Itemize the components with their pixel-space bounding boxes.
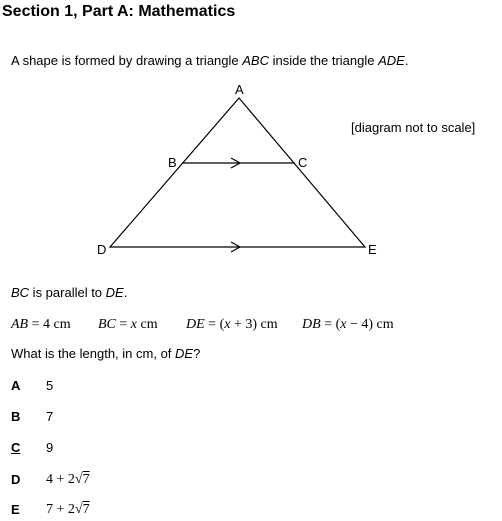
equation-bc-unit: cm: [137, 317, 158, 332]
vertex-label-a: A: [235, 82, 244, 97]
equation-de: [186, 316, 278, 333]
equation-ab-name: AB: [11, 317, 29, 332]
equation-de-open: (: [219, 317, 225, 332]
equation-ab-unit: cm: [50, 317, 71, 332]
equation-db-var: x: [340, 317, 347, 332]
option-e-letter[interactable]: E: [11, 502, 20, 517]
triangle-ade-label: ADE: [378, 53, 405, 68]
segment-de-label: DE: [105, 285, 124, 300]
triangle-diagram: [85, 80, 385, 270]
vertex-label-c: C: [298, 155, 308, 170]
option-c-value[interactable]: 9: [46, 440, 54, 455]
option-c-letter[interactable]: C: [11, 440, 21, 455]
parallel-end: .: [123, 285, 128, 300]
equation-db-unit: cm: [373, 317, 394, 332]
option-d-radicand: 7: [82, 472, 90, 487]
intro-suffix: .: [404, 53, 409, 68]
question-text: [11, 346, 200, 361]
equation-db-num: 4: [361, 317, 369, 332]
segment-bc-label: BC: [11, 285, 30, 300]
option-e-radicand: 7: [82, 502, 90, 517]
equation-ab: [11, 316, 71, 333]
equation-de-close: ): [252, 317, 258, 332]
equation-bc-value: x: [130, 317, 138, 332]
equation-db-open: (: [335, 317, 341, 332]
problem-intro: [11, 53, 408, 68]
option-d-lead: 4 + 2: [46, 472, 75, 487]
option-e-value[interactable]: [46, 502, 90, 518]
option-d-letter[interactable]: D: [11, 472, 21, 487]
option-e-lead: 7 + 2: [46, 502, 75, 517]
equation-de-equals: =: [204, 317, 220, 332]
parallel-statement: [11, 285, 127, 300]
section-heading: Section 1, Part A: Mathematics: [2, 3, 236, 20]
equation-db-equals: =: [320, 317, 336, 332]
option-b-letter[interactable]: B: [11, 409, 21, 424]
equation-bc-name: BC: [98, 317, 116, 332]
equation-ab-equals: =: [28, 317, 44, 332]
triangle-abc-label: ABC: [242, 53, 269, 68]
question-target: DE: [175, 346, 194, 361]
equation-ab-value: 4: [43, 317, 51, 332]
vertex-label-b: B: [168, 155, 177, 170]
equation-bc-equals: =: [115, 317, 131, 332]
equation-de-op: +: [230, 317, 246, 332]
equation-db-op: −: [346, 317, 362, 332]
option-b-value[interactable]: 7: [46, 409, 54, 424]
intro-middle: inside the triangle: [268, 53, 379, 68]
equation-de-var: x: [224, 317, 231, 332]
equation-db-close: ): [368, 317, 374, 332]
vertex-label-e: E: [368, 242, 377, 257]
equation-db-name: DB: [302, 317, 321, 332]
parallel-text: is parallel to: [29, 285, 106, 300]
triangle-ade: [110, 98, 365, 247]
question-prefix: What is the length, in cm, of: [11, 346, 176, 361]
radical-sign-icon: √: [74, 472, 83, 487]
equation-db: [302, 316, 394, 333]
equation-de-name: DE: [186, 317, 205, 332]
option-a-letter[interactable]: A: [11, 378, 21, 393]
equation-de-unit: cm: [257, 317, 278, 332]
equation-de-num: 3: [245, 317, 253, 332]
radical-sign-icon: √: [74, 502, 83, 517]
option-d-value[interactable]: [46, 472, 90, 488]
intro-prefix: A shape is formed by drawing a triangle: [11, 53, 243, 68]
option-a-value[interactable]: 5: [46, 378, 54, 393]
diagram-scale-note: [diagram not to scale]: [351, 120, 476, 135]
question-suffix: ?: [193, 346, 201, 361]
equation-bc: [98, 316, 158, 333]
vertex-label-d: D: [97, 242, 107, 257]
